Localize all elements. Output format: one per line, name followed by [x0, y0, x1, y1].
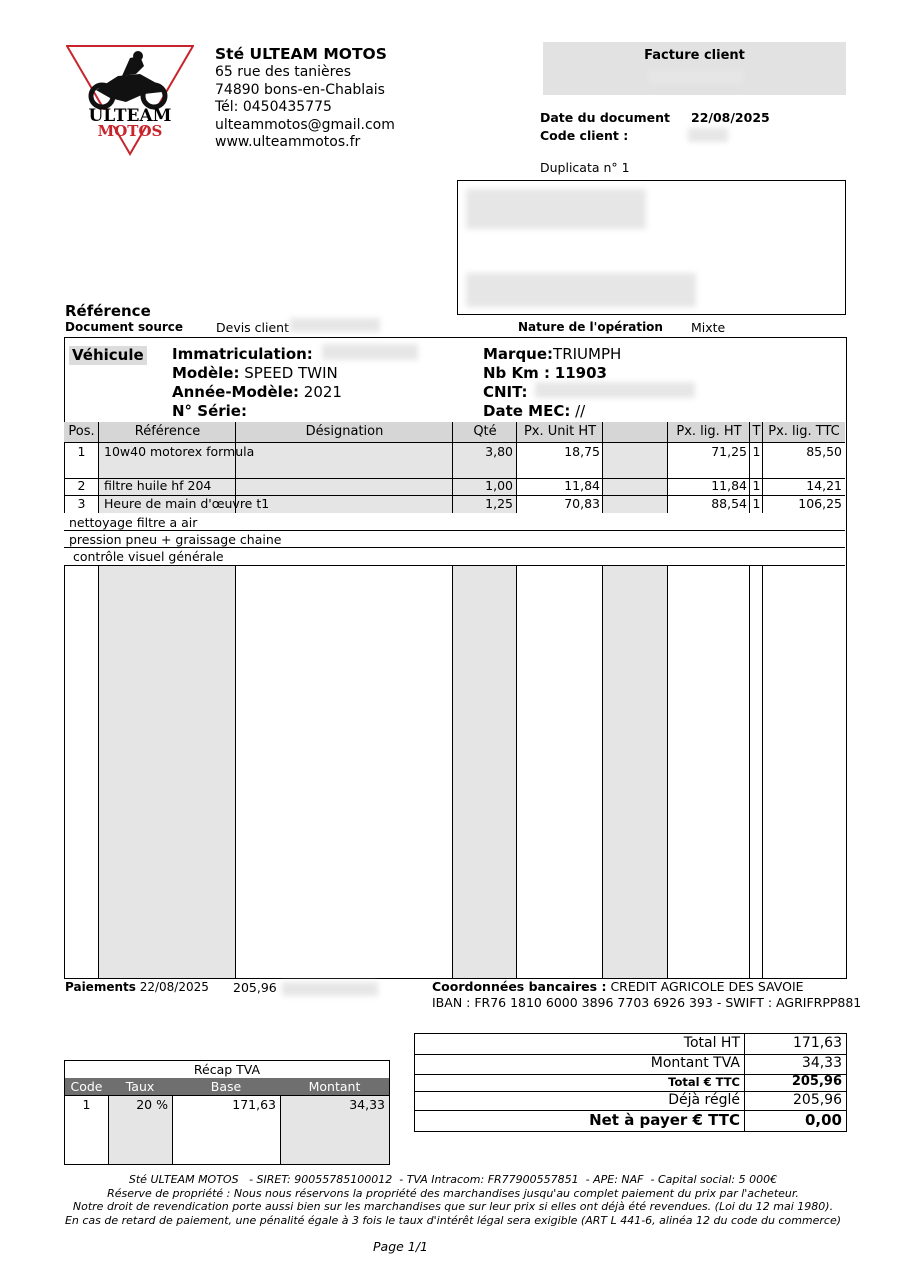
net-to-pay-value: 0,00 [804, 1111, 842, 1129]
already-paid-value: 205,96 [793, 1092, 842, 1108]
row2-qty: 1,00 [485, 478, 513, 493]
logo-text-ulteam: ULTEAM [88, 106, 172, 126]
total-tva-value: 34,33 [801, 1055, 842, 1071]
row1-qty: 3,80 [485, 444, 513, 459]
company-email[interactable]: ulteammotos@gmail.com [215, 116, 395, 133]
col-header-pos: Pos. [64, 422, 99, 443]
row1-line-ht: 71,25 [711, 444, 747, 459]
col-header-qty: Qté [453, 422, 517, 443]
col-header-designation: Désignation [236, 422, 453, 443]
col-header-unit-price: Px. Unit HT [517, 422, 603, 443]
reference-title: Référence [65, 302, 151, 320]
brand-value: TRIUMPH [553, 345, 622, 363]
row3-pos: 3 [77, 496, 86, 511]
tva-header-amount: Montant [308, 1079, 361, 1094]
net-to-pay-label: Net à payer € TTC [589, 1111, 740, 1129]
brand-label: Marque: [483, 345, 554, 363]
col-header-line-ht: Px. lig. HT [668, 422, 750, 443]
row2-unit-price: 11,84 [564, 478, 600, 493]
km-value: 11903 [554, 364, 607, 382]
redacted-client-name [466, 189, 646, 229]
company-city: 74890 bons-en-Chablais [215, 81, 385, 98]
bank-iban: IBAN : FR76 1810 6000 3896 7703 6926 393 - SWIFT : AGRIFRPP881 [432, 995, 862, 1010]
row3-reference: Heure de main d'œuvre t1 [104, 496, 270, 511]
redacted-client-code [688, 128, 728, 142]
company-website[interactable]: www.ulteammotos.fr [215, 134, 361, 150]
total-ttc-value: 205,96 [791, 1074, 842, 1089]
operation-nature-value: Mixte [691, 320, 726, 335]
footer-penalty-line: En cas de retard de paiement, une pénalité égale à 3 fois le taux d'intérêt légal sera exigible (ART L 441-6, alinéa 12 du code du commerce) [64, 1213, 842, 1227]
total-ttc-label: Total € TTC [668, 1075, 740, 1089]
tva-header-code: Code [70, 1079, 103, 1094]
row1-pos: 1 [77, 444, 86, 459]
comment-line: contrôle visuel générale [69, 549, 224, 564]
company-phone: Tél: 0450435775 [215, 99, 332, 115]
row3-tax-code: 1 [752, 496, 761, 511]
payment-amount: 205,96 [233, 980, 277, 995]
redacted-source-number [290, 318, 380, 332]
immat-label: Immatriculation: [172, 345, 313, 363]
totals-box [414, 1033, 847, 1132]
payment-date: 22/08/2025 [139, 980, 209, 994]
tva-row-code: 1 [82, 1097, 91, 1112]
source-doc-label: Document source [65, 320, 184, 334]
mec-label: Date MEC: [483, 402, 571, 420]
payments-section [65, 980, 209, 994]
duplicata-label: Duplicata n° 1 [540, 160, 630, 175]
tva-header-base: Base [210, 1079, 242, 1094]
client-code-label: Code client : [540, 128, 629, 143]
redacted-immat [322, 344, 418, 360]
redacted-invoice-number [648, 70, 744, 84]
row1-line-ttc: 85,50 [806, 444, 842, 459]
row2-tax-code: 1 [752, 478, 761, 493]
comment-line: pression pneu + graissage chaine [69, 532, 282, 547]
tva-recap-table [64, 1060, 390, 1165]
footer-revendication-line: Notre droit de revendication porte aussi bien sur les marchandises que sur leur prix si elles ont déjà été revendues. (Loi du 12 mai 1980). [72, 1200, 834, 1213]
row2-line-ttc: 14,21 [806, 478, 842, 493]
serial-label: N° Série: [172, 402, 247, 420]
line-items-table [64, 422, 845, 978]
redacted-client-address [466, 273, 696, 307]
source-doc-value: Devis client [216, 320, 290, 335]
col-header-reference: Référence [99, 422, 236, 443]
tva-row-rate: 20 % [136, 1097, 168, 1112]
row2-line-ht: 11,84 [711, 478, 747, 493]
row3-qty: 1,25 [485, 496, 513, 511]
company-info [215, 44, 395, 152]
year-value: 2021 [303, 383, 342, 401]
vehicle-left-block [172, 345, 342, 421]
comment-line: nettoyage filtre a air [69, 515, 198, 530]
company-name: Sté ULTEAM MOTOS [215, 45, 387, 63]
operation-nature-label: Nature de l'opération [518, 320, 663, 334]
invoice-title: Facture client [644, 48, 745, 63]
year-label: Année-Modèle: [172, 383, 299, 401]
col-header-tax-code: T [750, 422, 763, 443]
doc-date-label: Date du document [540, 110, 671, 125]
row1-tax-code: 1 [752, 444, 761, 459]
row1-unit-price: 18,75 [564, 444, 600, 459]
tva-recap-title: Récap TVA [65, 1061, 389, 1079]
vehicle-label: Véhicule [69, 346, 147, 365]
row3-line-ttc: 106,25 [798, 496, 842, 511]
bank-label: Coordonnées bancaires : [432, 979, 607, 994]
client-address-box [457, 180, 846, 315]
model-label: Modèle: [172, 364, 240, 382]
legal-footer [0, 1173, 906, 1227]
total-tva-label: Montant TVA [650, 1055, 740, 1071]
page-number: Page 1/1 [373, 1239, 428, 1254]
tva-row-base: 171,63 [232, 1097, 276, 1112]
footer-company-line: Sté ULTEAM MOTOS - SIRET: 90055785100012 - TVA Intracom: FR77900557851 - APE: NAF - Capital social: 5 000€ [128, 1173, 778, 1186]
tva-row-amount: 34,33 [349, 1097, 385, 1112]
company-street: 65 rue des tanières [215, 64, 352, 80]
bank-info [432, 979, 804, 994]
mec-value: // [575, 402, 586, 420]
total-ht-value: 171,63 [793, 1035, 842, 1051]
col-header-line-ttc: Px. lig. TTC [763, 422, 845, 443]
footer-reserve-line: Réserve de propriété : Nous nous réservons la propriété des marchandises jusqu'au complet paiement du prix par l'acheteur. [107, 1186, 799, 1200]
row2-reference: filtre huile hf 204 [104, 478, 212, 493]
already-paid-label: Déjà réglé [668, 1092, 740, 1108]
total-ht-label: Total HT [683, 1035, 740, 1051]
company-logo [66, 44, 194, 156]
redacted-cnit [535, 382, 695, 398]
redacted-payment-method [282, 982, 378, 996]
tva-header-rate: Taux [125, 1079, 155, 1094]
row3-unit-price: 70,83 [564, 496, 600, 511]
cnit-label: CNIT: [483, 383, 528, 401]
model-value: SPEED TWIN [244, 364, 338, 382]
logo-text-motos: MOTOS [97, 122, 163, 140]
doc-date-value: 22/08/2025 [691, 110, 770, 125]
row3-line-ht: 88,54 [711, 496, 747, 511]
row2-pos: 2 [77, 478, 86, 493]
payments-label: Paiements [65, 980, 136, 994]
bank-name: CREDIT AGRICOLE DES SAVOIE [610, 979, 804, 994]
km-label: Nb Km : [483, 364, 550, 382]
row1-reference: 10w40 motorex formula [104, 444, 255, 459]
